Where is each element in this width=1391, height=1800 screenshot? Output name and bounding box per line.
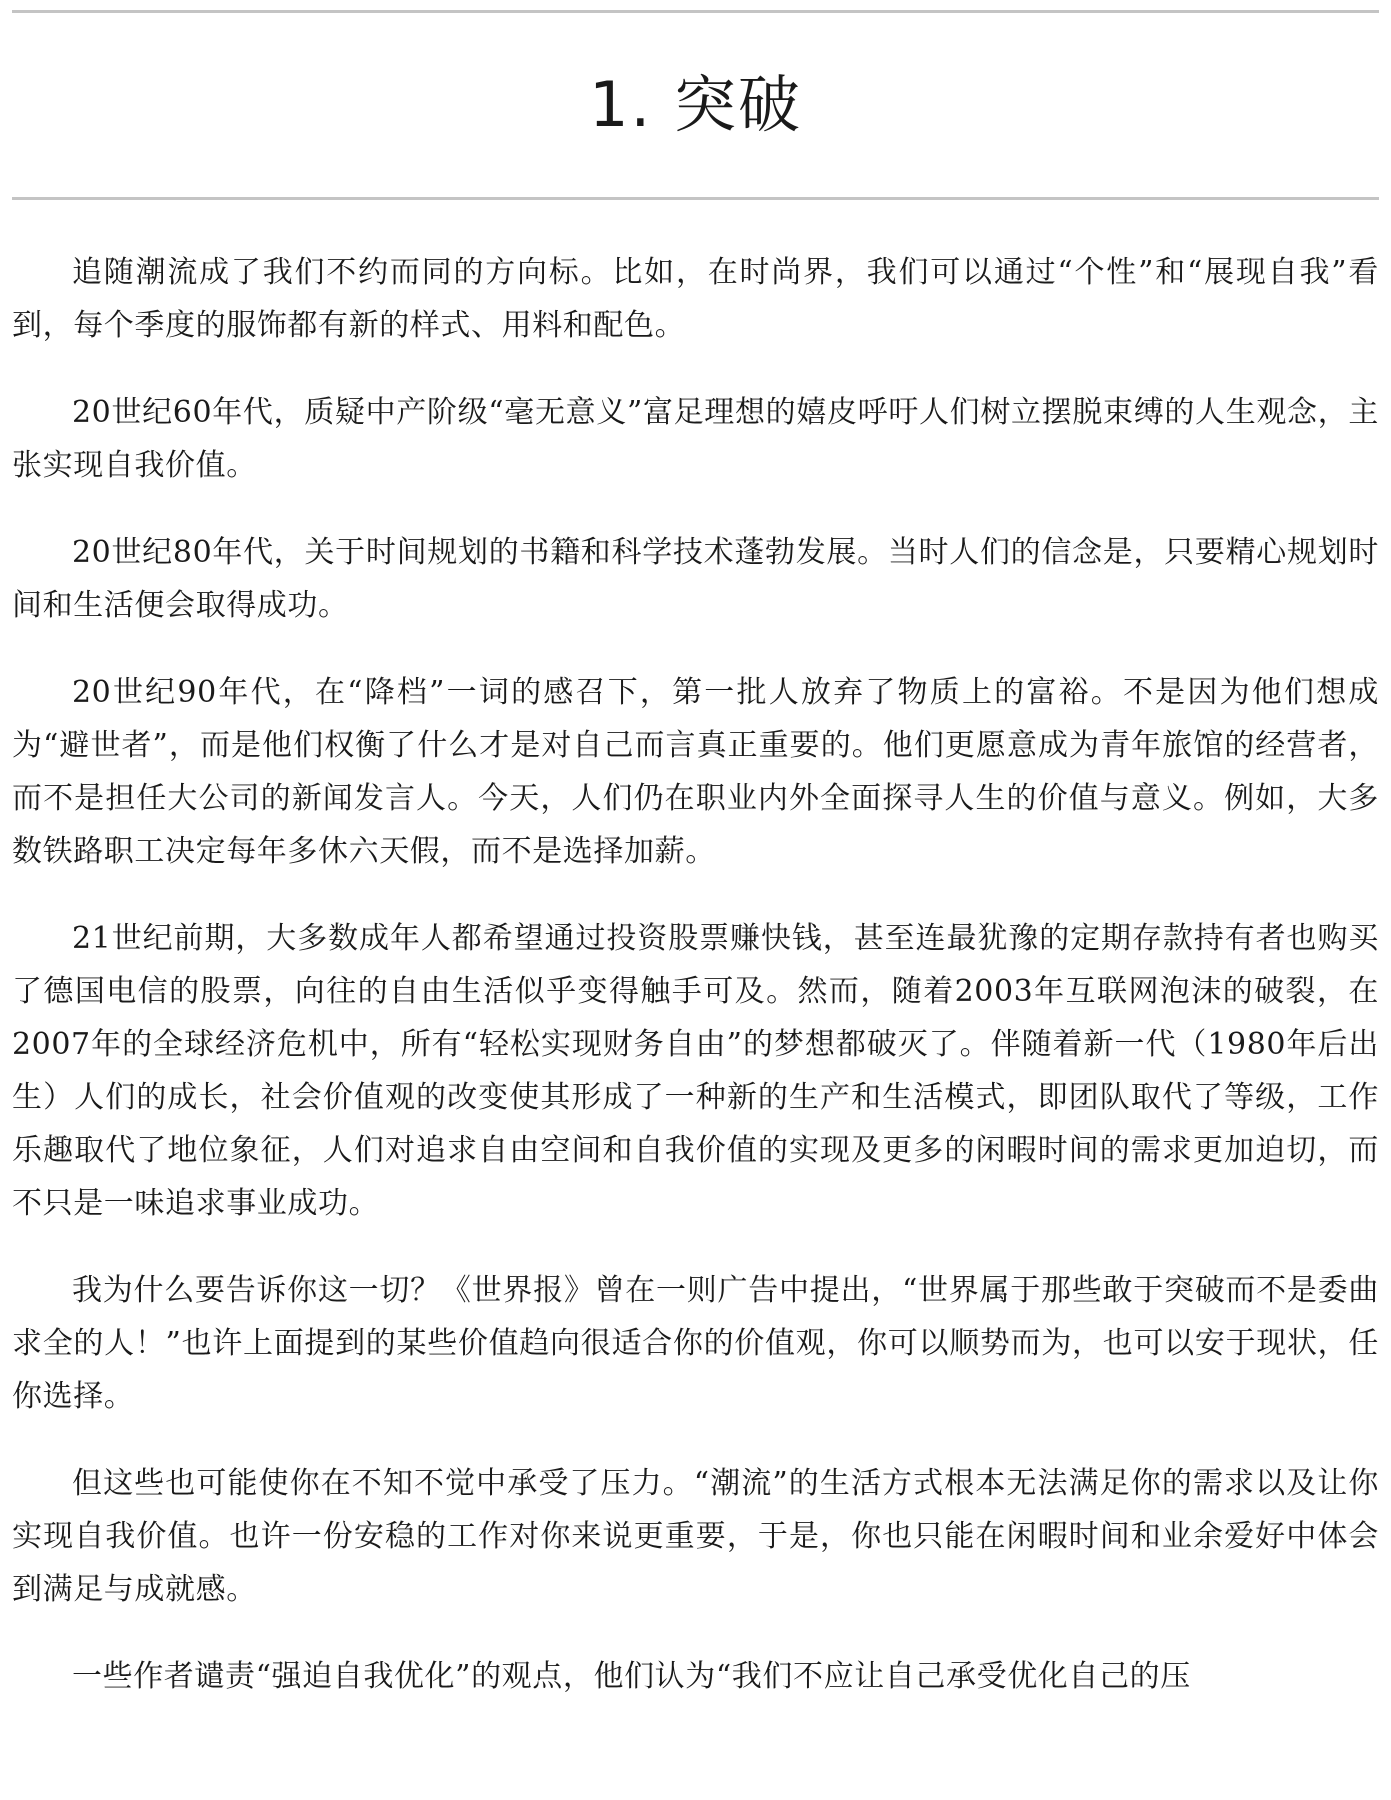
paragraph: 20世纪90年代，在“降档”一词的感召下，第一批人放弃了物质上的富裕。不是因为他们想成为“避世者”，而是他们权衡了什么才是对自己而言真正重要的。他们更愿意成为青年旅馆的经营者，而不是担任大公司的新闻发言人。今天，人们仍在职业内外全面探寻人生的价值与意义。例如，大多数铁路职工决定每年多休六天假，而不是选择加薪。 bbox=[12, 675, 1379, 869]
paragraph: 20世纪60年代，质疑中产阶级“毫无意义”富足理想的嬉皮呼吁人们树立摆脱束缚的人生观念，主张实现自我价值。 bbox=[12, 395, 1379, 483]
paragraph: 20世纪80年代，关于时间规划的书籍和科学技术蓬勃发展。当时人们的信念是，只要精心规划时间和生活便会取得成功。 bbox=[12, 535, 1379, 623]
top-divider bbox=[12, 10, 1379, 13]
paragraph: 我为什么要告诉你这一切？《世界报》曾在一则广告中提出，“世界属于那些敢于突破而不是委曲求全的人！”也许上面提到的某些价值趋向很适合你的价值观，你可以顺势而为，也可以安于现状，任你选择。 bbox=[12, 1273, 1379, 1414]
chapter-title: 1. 突破 bbox=[589, 68, 802, 141]
paragraph: 一些作者谴责“强迫自我优化”的观点，他们认为“我们不应让自己承受优化自己的压 bbox=[72, 1659, 1191, 1694]
paragraph: 21世纪前期，大多数成年人都希望通过投资股票赚快钱，甚至连最犹豫的定期存款持有者也购买了德国电信的股票，向往的自由生活似乎变得触手可及。然而，随着2003年互联网泡沫的破裂，在2007年的全球经济危机中，所有“轻松实现财务自由”的梦想都破灭了。伴随着新一代（1980年后出生）人们的成长，社会价值观的改变使其形成了一种新的生产和生活模式，即团队取代了等级，工作乐趣取代了地位象征，人们对追求自由空间和自我价值的实现及更多的闲暇时间的需求更加迫切，而不只是一味追求事业成功。 bbox=[12, 921, 1379, 1221]
title-divider bbox=[12, 197, 1379, 200]
chapter-body bbox=[12, 246, 1379, 1737]
paragraph: 追随潮流成了我们不约而同的方向标。比如，在时尚界，我们可以通过“个性”和“展现自我”看到，每个季度的服饰都有新的样式、用料和配色。 bbox=[12, 255, 1379, 343]
paragraph: 但这些也可能使你在不知不觉中承受了压力。“潮流”的生活方式根本无法满足你的需求以及让你实现自我价值。也许一份安稳的工作对你来说更重要，于是，你也只能在闲暇时间和业余爱好中体会到满足与成就感。 bbox=[12, 1466, 1379, 1607]
